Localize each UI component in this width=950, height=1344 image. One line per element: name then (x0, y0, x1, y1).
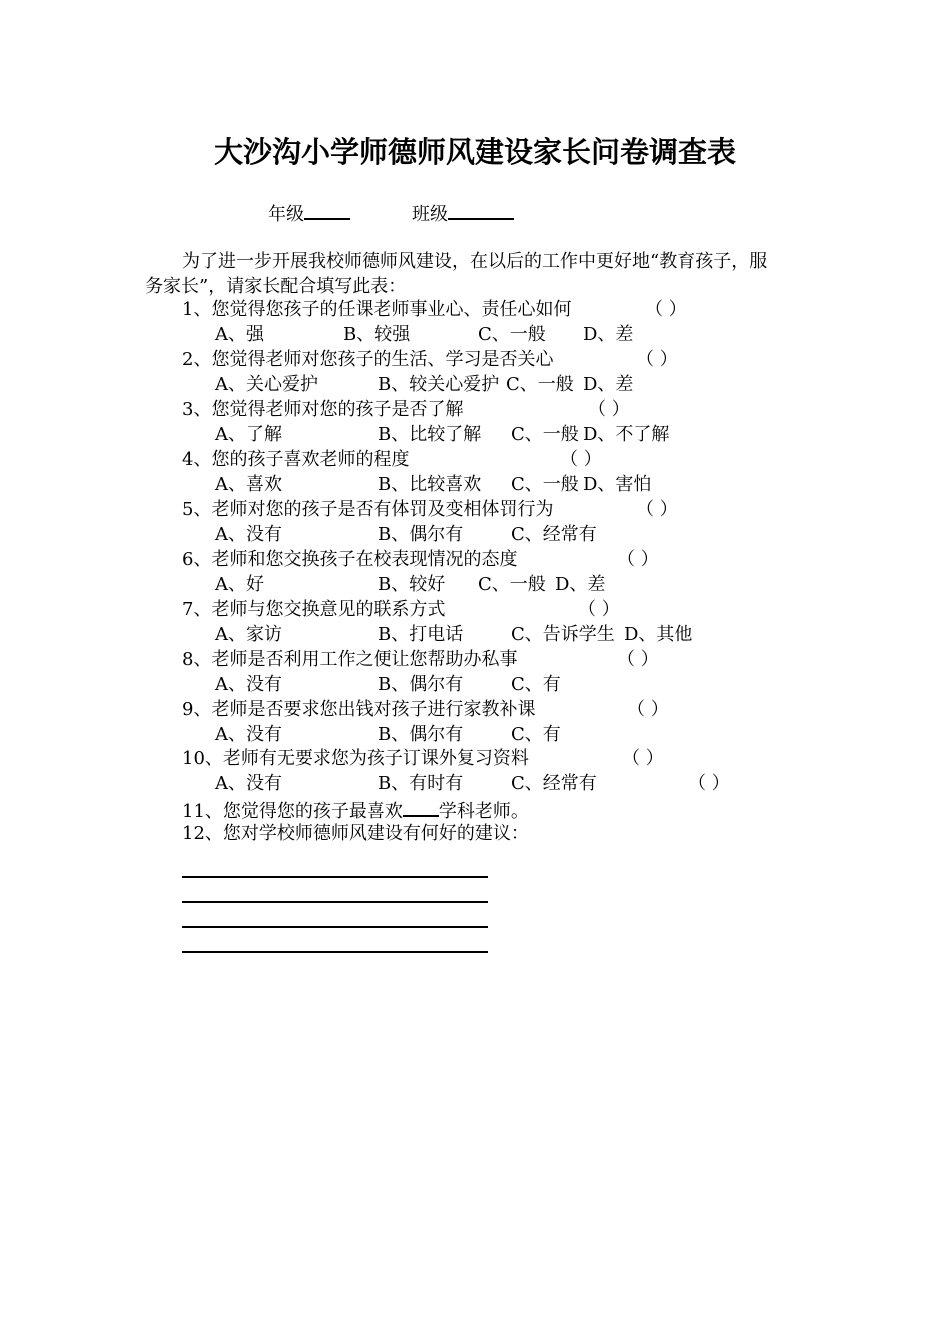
answer-box-extra[interactable]: （ ） (688, 773, 730, 794)
q4-option-b[interactable]: B、比较喜欢 (378, 474, 482, 495)
answer-box-2[interactable]: （ ） (636, 349, 678, 370)
q8-option-a[interactable]: A、没有 (215, 674, 282, 695)
q9-option-b[interactable]: B、偶尔有 (378, 724, 464, 745)
answer-box-3[interactable]: （ ） (588, 399, 630, 420)
question-4: 4、您的孩子喜欢老师的程度 (182, 449, 410, 470)
q2-option-d[interactable]: D、差 (583, 374, 634, 395)
answer-box-7[interactable]: （ ） (578, 599, 620, 620)
question-5: 5、老师对您的孩子是否有体罚及变相体罚行为 (182, 499, 554, 520)
suggestion-line-2[interactable] (182, 901, 488, 903)
answer-box-6[interactable]: （ ） (617, 549, 659, 570)
q7-option-c[interactable]: C、告诉学生 (511, 624, 615, 645)
answer-box-9[interactable]: （ ） (627, 699, 669, 720)
q3-option-c[interactable]: C、一般 (511, 424, 579, 445)
answer-box-10[interactable]: （ ） (622, 748, 664, 769)
q6-option-b[interactable]: B、较好 (378, 574, 446, 595)
answer-box-1[interactable]: （ ） (645, 299, 687, 320)
grade-label: 年级 (268, 204, 304, 225)
q2-option-c[interactable]: C、一般 (506, 374, 574, 395)
q1-option-b[interactable]: B、较强 (343, 324, 411, 345)
grade-field (268, 200, 350, 227)
answer-box-4[interactable]: （ ） (560, 449, 602, 470)
q8-option-c[interactable]: C、有 (511, 674, 561, 695)
question-10: 10、老师有无要求您为孩子订课外复习资料 (182, 748, 529, 769)
q2-option-b[interactable]: B、较关心爱护 (378, 374, 500, 395)
q5-option-a[interactable]: A、没有 (215, 524, 282, 545)
q3-option-a[interactable]: A、了解 (215, 424, 282, 445)
q7-option-b[interactable]: B、打电话 (378, 624, 464, 645)
question-2: 2、您觉得老师对您孩子的生活、学习是否关心 (182, 349, 554, 370)
answer-box-8[interactable]: （ ） (617, 649, 659, 670)
intro-line-2: 务家长”，请家长配合填写此表： (145, 276, 407, 297)
q6-option-a[interactable]: A、好 (215, 574, 264, 595)
q11-text-before: 11、您觉得您的孩子最喜欢 (182, 801, 403, 822)
grade-blank[interactable] (304, 200, 350, 220)
q1-option-d[interactable]: D、差 (583, 324, 634, 345)
intro-line-1: 为了进一步开展我校师德师风建设，在以后的工作中更好地“教育孩子，服 (182, 251, 768, 272)
class-field (412, 200, 514, 227)
q10-option-b[interactable]: B、有时有 (378, 773, 464, 794)
q7-option-d[interactable]: D、其他 (624, 624, 693, 645)
q4-option-c[interactable]: C、一般 (511, 474, 579, 495)
q1-option-a[interactable]: A、强 (215, 324, 264, 345)
class-label: 班级 (412, 204, 448, 225)
answer-box-5[interactable]: （ ） (636, 499, 678, 520)
suggestion-line-4[interactable] (182, 951, 488, 953)
q3-option-d[interactable]: D、不了解 (583, 424, 670, 445)
q10-option-a[interactable]: A、没有 (215, 773, 282, 794)
question-1: 1、您觉得您孩子的任课老师事业心、责任心如何 (182, 299, 572, 320)
class-blank[interactable] (448, 200, 514, 220)
question-8: 8、老师是否利用工作之便让您帮助办私事 (182, 649, 518, 670)
question-9: 9、老师是否要求您出钱对孩子进行家教补课 (182, 699, 536, 720)
question-7: 7、老师与您交换意见的联系方式 (182, 599, 446, 620)
q1-option-c[interactable]: C、一般 (478, 324, 546, 345)
question-12: 12、您对学校师德师风建设有何好的建议： (182, 823, 529, 844)
q11-blank[interactable] (403, 797, 439, 817)
q4-option-a[interactable]: A、喜欢 (215, 474, 282, 495)
question-3: 3、您觉得老师对您的孩子是否了解 (182, 399, 464, 420)
question-6: 6、老师和您交换孩子在校表现情况的态度 (182, 549, 518, 570)
q4-option-d[interactable]: D、害怕 (583, 474, 652, 495)
q9-option-a[interactable]: A、没有 (215, 724, 282, 745)
q8-option-b[interactable]: B、偶尔有 (378, 674, 464, 695)
q5-option-c[interactable]: C、经常有 (511, 524, 597, 545)
q2-option-a[interactable]: A、关心爱护 (215, 374, 318, 395)
q3-option-b[interactable]: B、比较了解 (378, 424, 482, 445)
q7-option-a[interactable]: A、家访 (215, 624, 282, 645)
suggestion-line-3[interactable] (182, 926, 488, 928)
q5-option-b[interactable]: B、偶尔有 (378, 524, 464, 545)
suggestion-line-1[interactable] (182, 876, 488, 878)
q9-option-c[interactable]: C、有 (511, 724, 561, 745)
q6-option-d[interactable]: D、差 (555, 574, 606, 595)
page-title: 大沙沟小学师德师风建设家长问卷调查表 (213, 135, 736, 169)
q10-option-c[interactable]: C、经常有 (511, 773, 597, 794)
question-11 (182, 797, 529, 824)
q11-text-after: 学科老师。 (438, 801, 529, 822)
q6-option-c[interactable]: C、一般 (478, 574, 546, 595)
